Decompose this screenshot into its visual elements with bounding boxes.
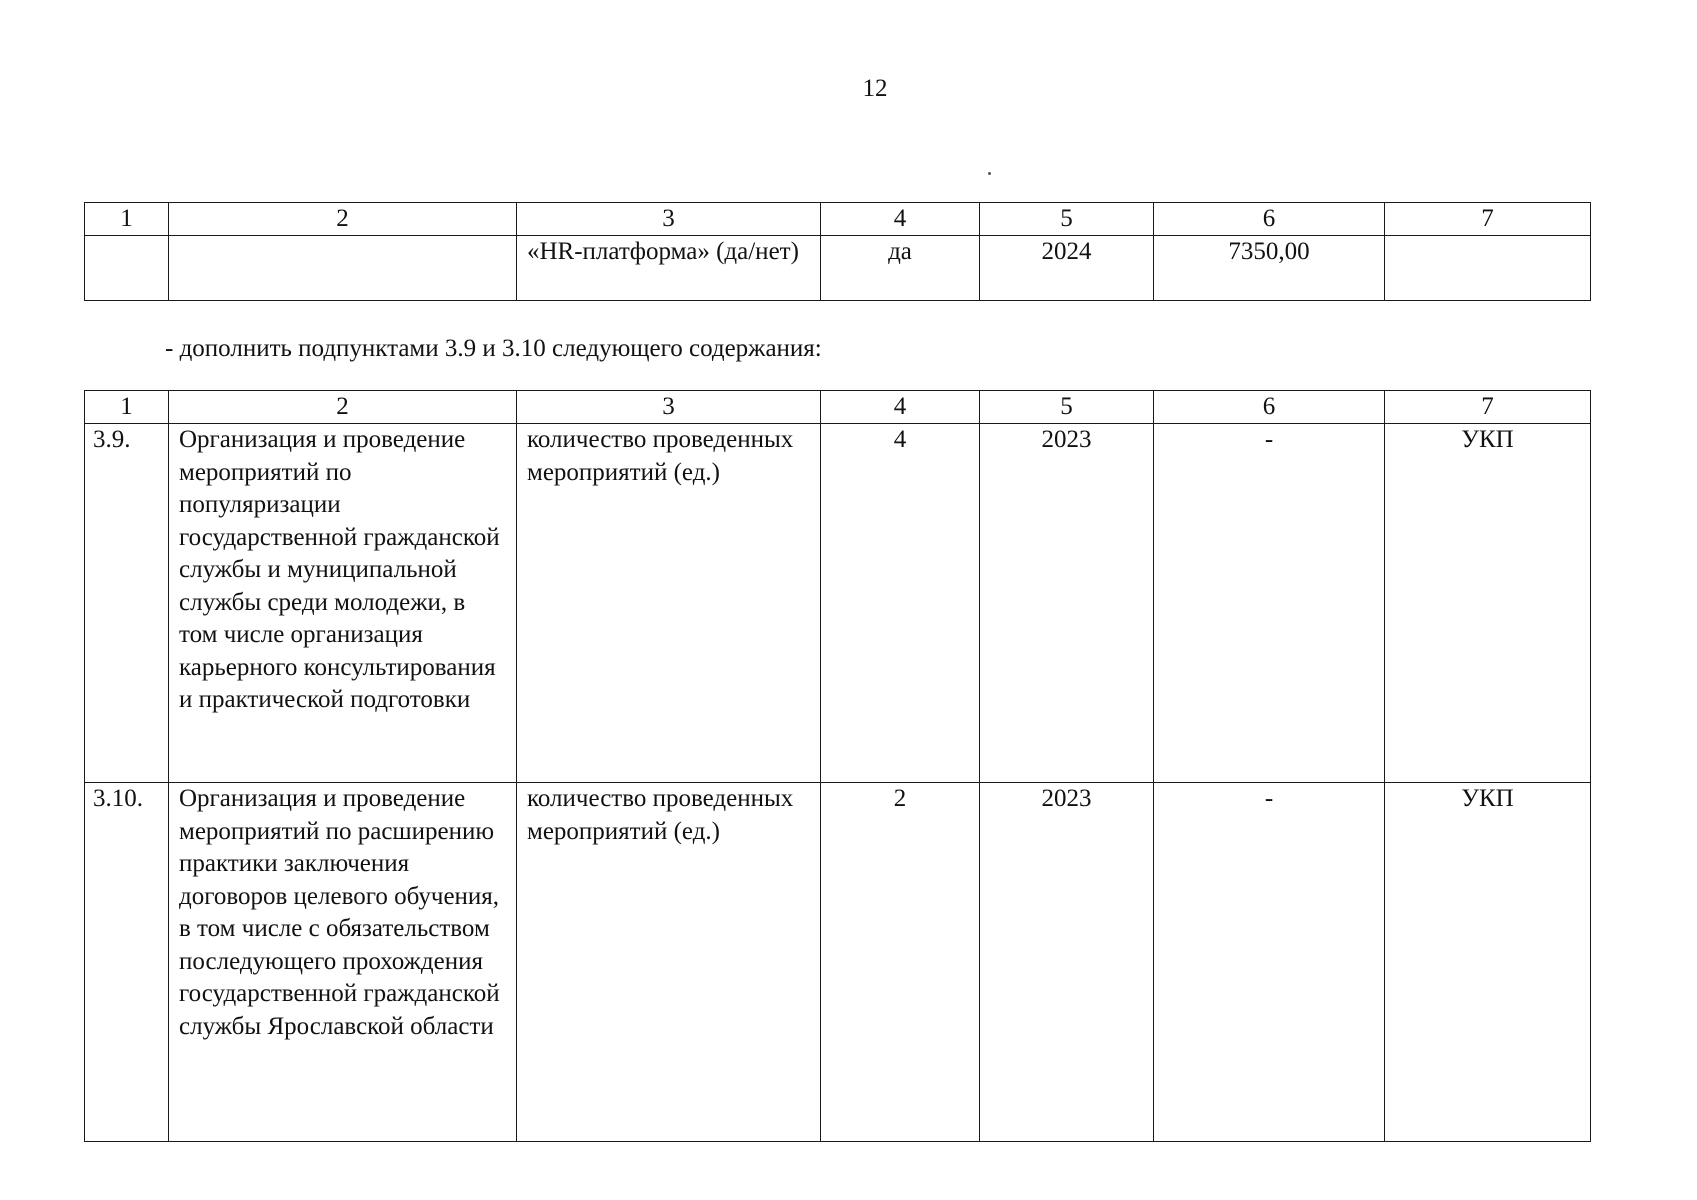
cell-indicator: количество проведенных мероприятий (ед.)	[517, 424, 821, 783]
cell-value: да	[821, 236, 980, 301]
header-cell-2: 2	[169, 391, 517, 424]
cell-year: 2023	[980, 424, 1154, 783]
header-cell-3: 3	[517, 203, 821, 236]
header-cell-5: 5	[980, 203, 1154, 236]
header-cell-3: 3	[517, 391, 821, 424]
cell-year: 2024	[980, 236, 1154, 301]
cell-item-number: 3.10.	[85, 783, 169, 1142]
table-row	[85, 424, 1591, 783]
table-header-row	[85, 391, 1591, 424]
table-header-row	[85, 203, 1591, 236]
cell-executor	[1385, 236, 1591, 301]
cell-value: 4	[821, 424, 980, 783]
cell-year: 2023	[980, 783, 1154, 1142]
amendment-note: - дополнить подпунктами 3.9 и 3.10 следующего содержания:	[165, 335, 822, 362]
cell-funding: -	[1154, 424, 1385, 783]
header-cell-1: 1	[85, 203, 169, 236]
table-row	[85, 236, 1591, 301]
cell-item-number	[85, 236, 169, 301]
header-cell-7: 7	[1385, 203, 1591, 236]
header-cell-2: 2	[169, 203, 517, 236]
header-cell-5: 5	[980, 391, 1154, 424]
header-cell-4: 4	[821, 203, 980, 236]
table-continuation	[84, 202, 1591, 301]
header-cell-6: 6	[1154, 391, 1385, 424]
cell-funding: 7350,00	[1154, 236, 1385, 301]
cell-activity: Организация и проведение мероприятий по популяризации государственной гражданской службы и муниципальной службы среди молодежи, в том числе организация карьерного консультирования и практической подготовки	[169, 424, 517, 783]
header-cell-1: 1	[85, 391, 169, 424]
cell-executor: УКП	[1385, 783, 1591, 1142]
header-cell-7: 7	[1385, 391, 1591, 424]
scan-speck	[988, 172, 991, 175]
cell-value: 2	[821, 783, 980, 1142]
cell-indicator: «HR-платформа» (да/нет)	[517, 236, 821, 301]
cell-activity	[169, 236, 517, 301]
table-new-subitems	[84, 390, 1591, 1142]
header-cell-6: 6	[1154, 203, 1385, 236]
header-cell-4: 4	[821, 391, 980, 424]
cell-executor: УКП	[1385, 424, 1591, 783]
page-number: 12	[862, 75, 888, 102]
table-row	[85, 783, 1591, 1142]
cell-item-number: 3.9.	[85, 424, 169, 783]
cell-activity: Организация и проведение мероприятий по расширению практики заключения договоров целевого обучения, в том числе с обязательством последующего прохождения государственной гражданской службы Ярославской области	[169, 783, 517, 1142]
cell-indicator: количество проведенных мероприятий (ед.)	[517, 783, 821, 1142]
cell-funding: -	[1154, 783, 1385, 1142]
